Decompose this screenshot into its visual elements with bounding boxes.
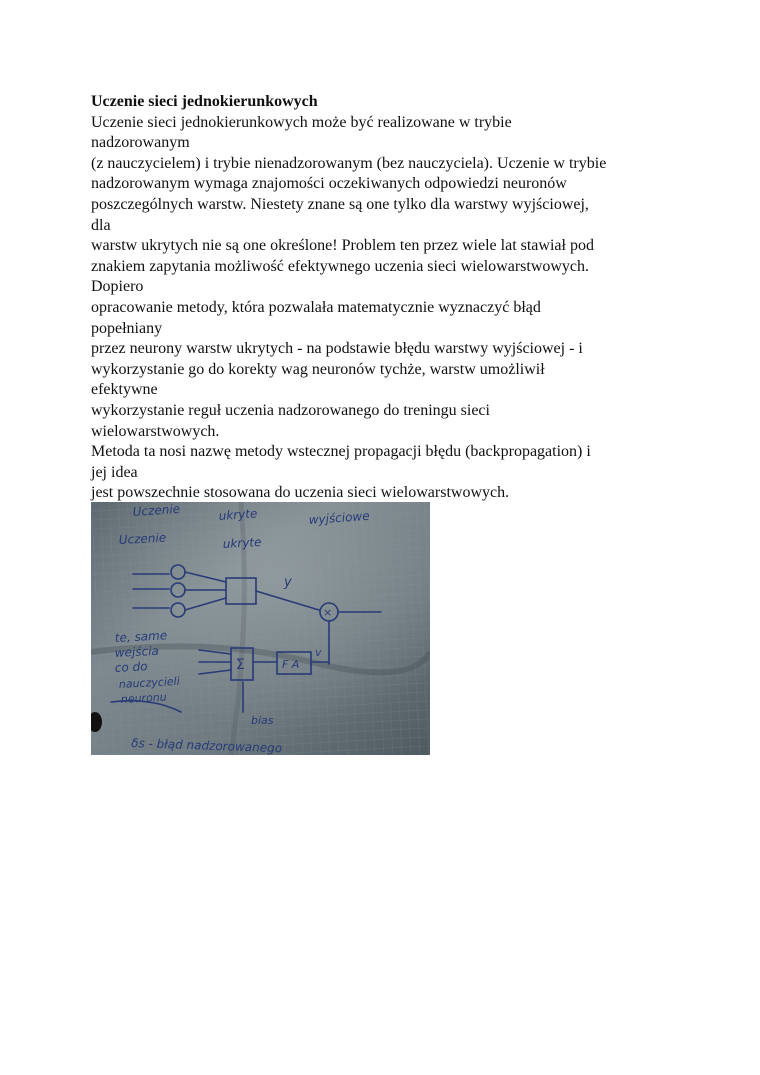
handwriting-label: te, same <box>114 628 168 645</box>
handwriting-label: F A <box>282 658 300 671</box>
text-line: przez neurony warstw ukrytych - na podstawie błędu warstwy wyjściowej - i <box>91 340 583 358</box>
text-line: efektywne <box>91 381 158 399</box>
text-line: wielowarstwowych. <box>91 422 220 440</box>
text-line: wykorzystanie go do korekty wag neuronów tychże, warstw umożliwił <box>91 360 545 378</box>
text-line: nadzorowanym <box>91 134 190 152</box>
handwriting-label: co do <box>114 659 148 675</box>
handwriting-label: v <box>315 646 322 659</box>
handwriting-label: ukryte <box>222 534 262 551</box>
handwriting-label: y <box>284 575 292 590</box>
text-line: jej idea <box>91 463 138 481</box>
text-line: poszczególnych warstw. Niestety znane są one tylko dla warstwy wyjściowej, <box>91 195 589 213</box>
text-line: Metoda ta nosi nazwę metody wstecznej propagacji błędu (backpropagation) i <box>91 443 591 461</box>
text-line: nadzorowanym wymaga znajomości oczekiwanych odpowiedzi neuronów <box>91 175 567 193</box>
text-line: opracowanie metody, która pozwalała matematycznie wyznaczyć błąd <box>91 298 541 316</box>
document-body <box>91 92 691 504</box>
text-line: popełniany <box>91 319 163 337</box>
handwriting-label: Uczenie <box>132 502 181 519</box>
handwriting-label: bias <box>251 714 274 727</box>
text-line: wykorzystanie reguł uczenia nadzorowanego do treningu sieci <box>91 401 490 419</box>
text-line: Dopiero <box>91 278 144 296</box>
handwritten-diagram-photo <box>91 502 430 755</box>
photo-canvas <box>91 502 430 755</box>
handwriting-label: wejścia <box>114 643 160 660</box>
handwriting-label: Σ <box>236 657 245 673</box>
text-line: dla <box>91 216 111 234</box>
handwriting-label: wyjściowe <box>308 508 371 527</box>
text-line: znakiem zapytania możliwość efektywnego uczenia sieci wielowarstwowych. <box>91 257 590 275</box>
handwriting-label: δs - błąd nadzorowanego <box>130 736 283 755</box>
section-title: Uczenie sieci jednokierunkowych <box>91 93 318 110</box>
handwriting-label: nauczycieli <box>118 674 181 691</box>
text-line: (z nauczycielem) i trybie nienadzorowanym (bez nauczyciela). Uczenie w trybie <box>91 154 607 172</box>
handwriting-label: Uczenie <box>118 530 167 547</box>
handwriting-label: neuronu <box>120 690 168 706</box>
text-line: warstw ukrytych nie są one określone! Problem ten przez wiele lat stawiał pod <box>91 237 594 255</box>
handwriting-label: ukryte <box>218 506 258 523</box>
text-line: jest powszechnie stosowana do uczenia sieci wielowarstwowych. <box>91 484 510 502</box>
text-line: Uczenie sieci jednokierunkowych może być realizowane w trybie <box>91 113 512 131</box>
handwriting-label: × <box>323 606 333 619</box>
